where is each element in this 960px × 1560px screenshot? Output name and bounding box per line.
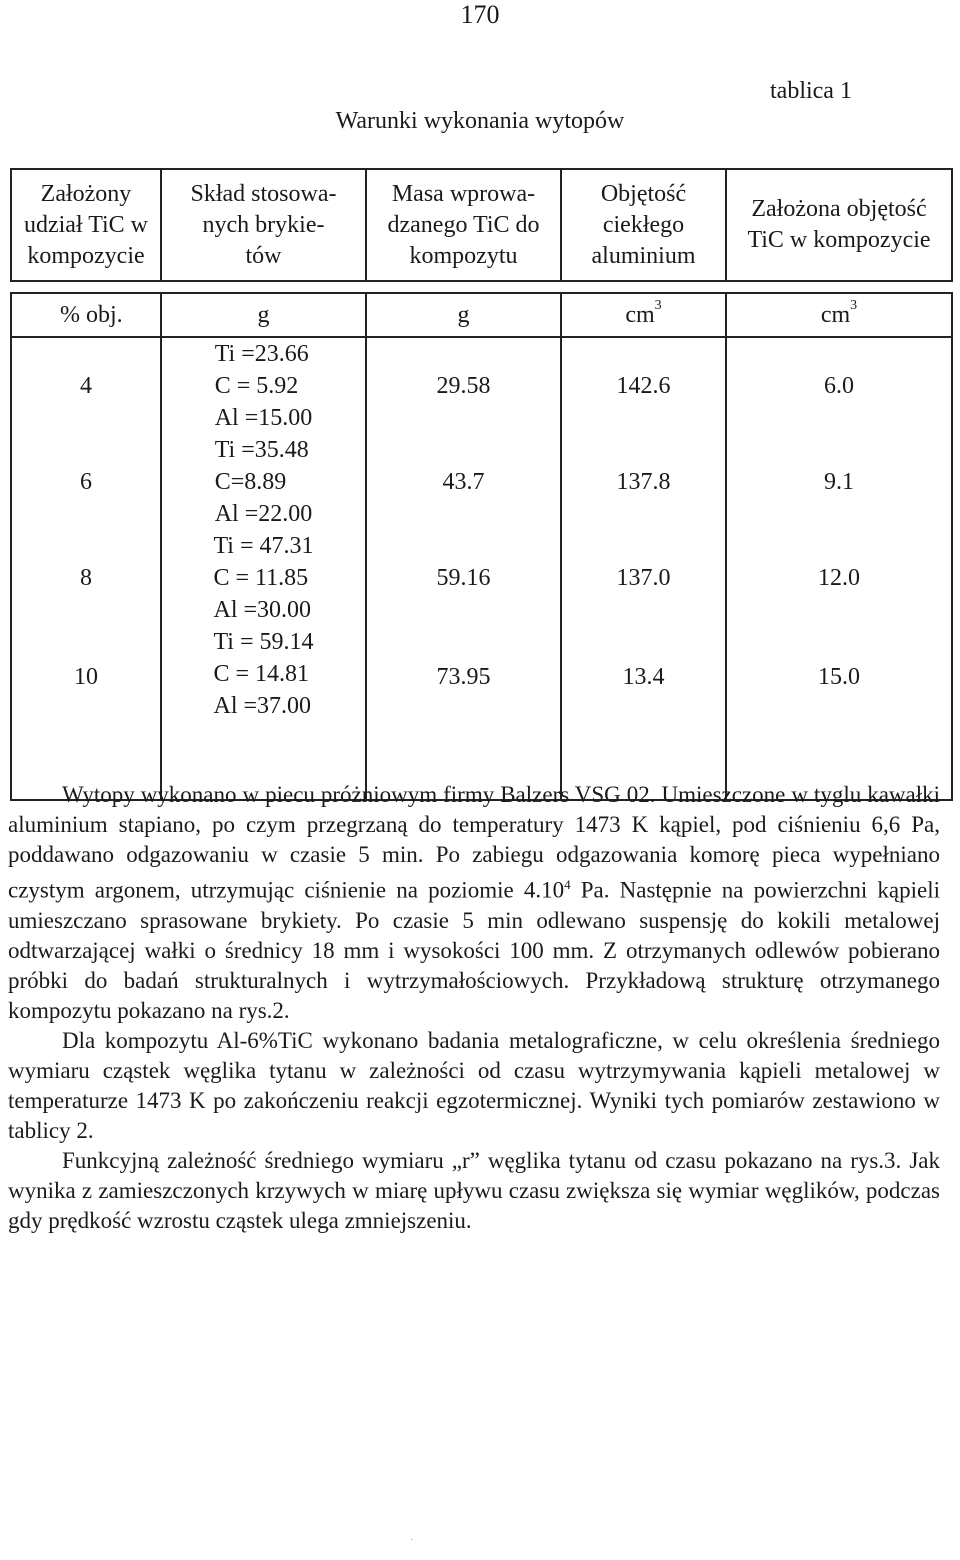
unit-cm3: $cm^3$: [561, 293, 726, 337]
cell-share: 6: [11, 434, 161, 530]
table-row: [11, 626, 952, 800]
paragraph-melting: Wytopy wykonano w piecu próżniowym firmy Balzers VSG 02. Umieszczone w tyglu kawałki aluminium stapiano, po czym przegrzaną do temperatury 1473 K kąpiel, pod ciśnieniu 6,6 Pa, poddawano odgazowaniu w czasie 5 min. Po zabiegu odgazowania komorę pieca wypełniano czystym argonem, utrzymując ciśnienie na poziomie 4.10$^4$ Pa. Następnie na powierzchni kąpieli umieszczano sprasowane brykiety. Po czasie 5 min odlewano suspensję do kokili metalowej odtwarzającej wałki o średnicy 18 mm i wysokości 100 mm. Z otrzymanych odlewów pobierano próbki do badań strukturalnych i wytrzymałościowych. Przykładową strukturę otrzymanego kompozytu pokazano na rys.2.: [8, 782, 940, 1023]
cell-share: 10: [11, 626, 161, 800]
header-briquette-composition: Skład stosowa- nych brykie- tów: [161, 169, 366, 281]
cell-mass: 73.95: [366, 626, 561, 800]
cell-share: 4: [11, 337, 161, 434]
unit-cm3: $cm^3$: [726, 293, 952, 337]
header-tic-share: Założony udział TiC w kompozycie: [11, 169, 161, 281]
cell-share: 8: [11, 530, 161, 626]
table-row: [11, 434, 952, 530]
cell-tic-volume: 15.0: [726, 626, 952, 800]
cell-mass: 43.7: [366, 434, 561, 530]
cell-tic-volume: 12.0: [726, 530, 952, 626]
header-row: [11, 169, 952, 281]
table-label: tablica 1: [770, 78, 852, 104]
header-tic-volume: Założona objętość TiC w kompozycie: [726, 169, 952, 281]
paragraph-metallography: Dla kompozytu Al-6%TiC wykonano badania metalograficzne, w celu określenia średniego wymiaru cząstek węglika tytanu w zależności od czasu wytrzymywania kąpieli metalowej w temperaturze 1473 K po zakończeniu reakcji egzotermicznej. Wyniki tych pomiarów zestawiono w tablicy 2.: [8, 1027, 940, 1143]
cell-briquettes: Ti = 59.14 C = 14.81 Al =37.00: [161, 626, 366, 800]
header-separator: [11, 281, 952, 293]
cell-al-volume: 137.8: [561, 434, 726, 530]
unit-grams: g: [161, 293, 366, 337]
cell-briquettes: Ti = 47.31 C = 11.85 Al =30.00: [161, 530, 366, 626]
cell-briquettes: Ti =35.48 C=8.89 Al =22.00: [161, 434, 366, 530]
cell-mass: 59.16: [366, 530, 561, 626]
table-row: [11, 337, 952, 434]
unit-percent: % obj.: [11, 293, 161, 337]
paragraph-particle-size: Funkcyjną zależność średniego wymiaru „r” węglika tytanu od czasu pokazano na rys.3. Jak wynika z zamieszczonych krzywych w miarę upływu czasu zwiększa się wymiar węglików, podczas gdy prędkość wzrostu cząstek ulega zmniejszeniu.: [8, 1147, 940, 1233]
cell-briquettes: Ti =23.66 C = 5.92 Al =15.00: [161, 337, 366, 434]
header-al-volume: Objętość ciekłego aluminium: [561, 169, 726, 281]
cell-al-volume: 137.0: [561, 530, 726, 626]
header-tic-mass: Masa wprowa- dzanego TiC do kompozytu: [366, 169, 561, 281]
cell-tic-volume: 6.0: [726, 337, 952, 434]
body-text: [8, 780, 940, 1236]
cell-al-volume: 142.6: [561, 337, 726, 434]
table-row: [11, 530, 952, 626]
cell-al-volume: 13.4: [561, 626, 726, 800]
units-row: [11, 293, 952, 337]
cell-mass: 29.58: [366, 337, 561, 434]
unit-grams: g: [366, 293, 561, 337]
table-title: Warunki wykonania wytopów: [335, 108, 625, 134]
cell-tic-volume: 9.1: [726, 434, 952, 530]
scan-speck: ·: [410, 1535, 414, 1546]
conditions-table: [10, 168, 953, 801]
page-number: 170: [460, 0, 500, 29]
